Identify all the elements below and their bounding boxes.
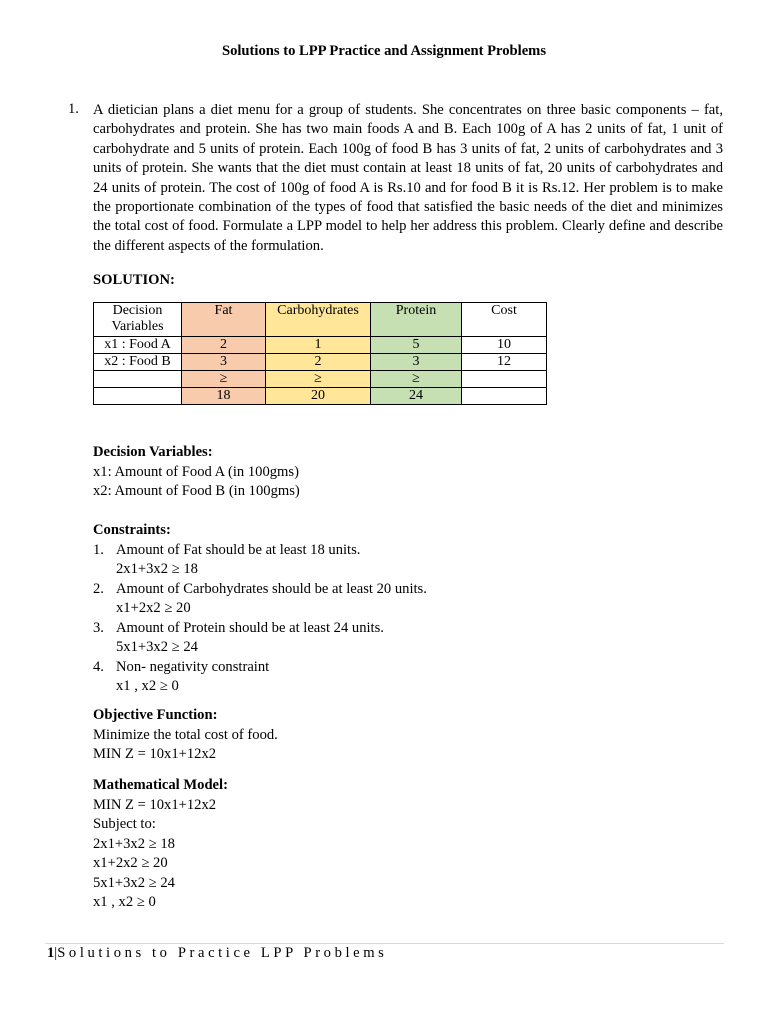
problem-number: 1. [68,101,79,117]
constraint-item [93,580,427,619]
constraint-item [93,619,427,658]
model-line: x1 , x2 ≥ 0 [93,894,156,910]
constraint-number: 2. [93,580,104,597]
table-cell: x1 : Food A [94,337,182,354]
objective-line: Minimize the total cost of food. [93,726,278,743]
table-header-row [94,303,547,337]
table-cell: x2 : Food B [94,354,182,371]
constraint-expression: x1+2x2 ≥ 20 [116,600,191,616]
model-line: 5x1+3x2 ≥ 24 [93,874,175,891]
constraint-number: 3. [93,619,104,636]
header-cost: Cost [462,303,547,337]
table-cell: 3 [371,354,462,371]
table-cell: 10 [462,337,547,354]
decision-variable-line: x2: Amount of Food B (in 100gms) [93,483,300,499]
table-row [94,337,547,354]
footer-separator: | [54,945,58,961]
table-cell: 5 [371,337,462,354]
table-cell: 2 [182,337,266,354]
problem-statement [68,101,723,256]
table-cell [94,371,182,388]
model-line: x1+2x2 ≥ 20 [93,855,168,871]
page-title: Solutions to LPP Practice and Assignment Problems [221,43,547,59]
header-fat: Fat [182,303,266,337]
objective-section [93,706,278,765]
constraint-item [93,658,427,697]
header-decision-variables: Decision Variables [94,303,182,337]
constraint-number: 4. [93,658,104,675]
table-row [94,388,547,405]
constraint-expression: 5x1+3x2 ≥ 24 [116,639,198,655]
model-line: 2x1+3x2 ≥ 18 [93,835,175,852]
footer-text: Solutions to Practice LPP Problems [57,945,388,961]
constraint-item [93,541,427,580]
decision-variables-heading: Decision Variables: [93,444,213,460]
constraint-text: Amount of Fat should be at least 18 units. [116,541,361,558]
constraint-text: Amount of Carbohydrates should be at least 20 units. [116,580,427,597]
table-cell: 2 [266,354,371,371]
objective-heading: Objective Function: [93,707,218,723]
table-cell [462,388,547,405]
constraint-text: Non- negativity constraint [116,658,270,675]
header-carbohydrates: Carbohydrates [266,303,371,337]
constraints-heading: Constraints: [93,522,171,538]
constraint-expression: 2x1+3x2 ≥ 18 [116,561,198,577]
page-footer [47,945,387,962]
table-row [94,354,547,371]
table-cell: ≥ [182,371,266,388]
constraint-expression: x1 , x2 ≥ 0 [116,678,179,694]
constraint-text: Amount of Protein should be at least 24 units. [116,619,384,636]
data-table [93,302,547,405]
table-cell: 18 [182,388,266,405]
table-cell: ≥ [371,371,462,388]
solution-heading: SOLUTION: [93,272,175,288]
table-cell [462,371,547,388]
model-line: MIN Z = 10x1+12x2 [93,796,217,813]
model-section [93,776,228,913]
constraint-number: 1. [93,541,104,558]
table-row [94,371,547,388]
table-cell: 20 [266,388,371,405]
footer-divider [45,943,724,944]
table-cell: 1 [266,337,371,354]
table-cell: 3 [182,354,266,371]
problem-text: A dietician plans a diet menu for a group of students. She concentrates on three basic components – fat, carbohydrates and protein. She has two main foods A and B. Each 100g of A has 2 units of fat, 1 unit of carbohydrate and 5 units of protein. Each 100g of food B has 3 units of fat, 2 units of carbohydrates and 3 units of protein. She wants that the diet must contain at least 18 units of fat, 20 units of carbohydrates and 24 units of protein. The cost of 100g of food A is Rs.10 and for food B it is Rs.12. Her problem is to make the proportionate combination of the types of food that satisfied the basic needs of the diet and minimizes the total cost of food. Formulate a LPP model to help her address this problem. Clearly define and describe the different aspects of the formulation. [93,102,723,254]
model-line: Subject to: [93,816,156,832]
constraints-section [93,521,427,697]
decision-variables-section [93,443,300,502]
objective-line: MIN Z = 10x1+12x2 [93,746,217,762]
table-cell: ≥ [266,371,371,388]
page-number: 1 [47,945,55,961]
header-protein: Protein [371,303,462,337]
model-heading: Mathematical Model: [93,777,228,793]
table-cell [94,388,182,405]
table-cell: 24 [371,388,462,405]
table-cell: 12 [462,354,547,371]
decision-variable-line: x1: Amount of Food A (in 100gms) [93,463,299,480]
